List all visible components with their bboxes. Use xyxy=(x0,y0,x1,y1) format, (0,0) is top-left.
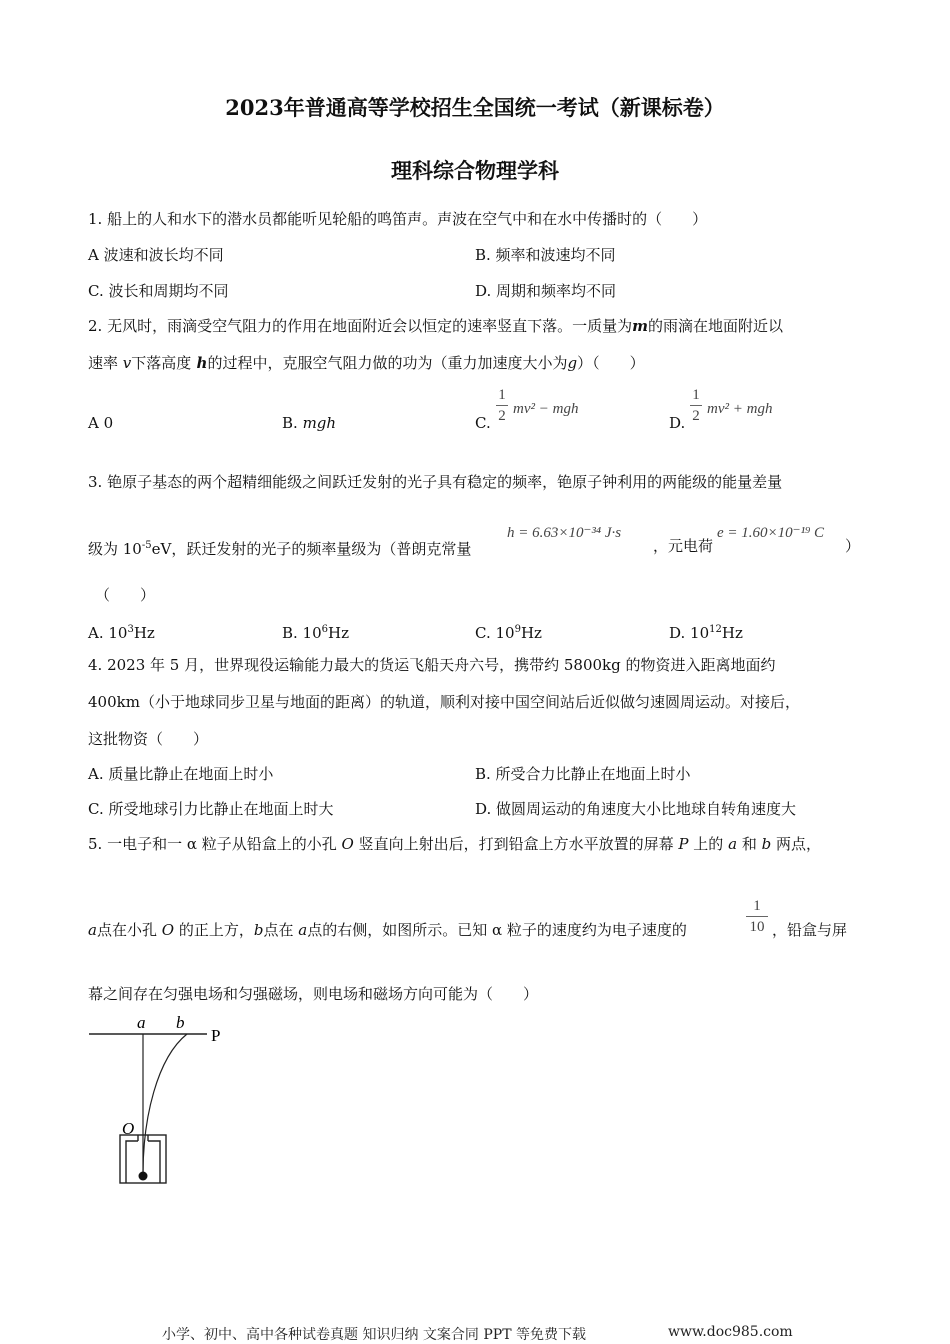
q1-option-d: D. 周期和频率均不同 xyxy=(475,282,617,300)
footer-text: 小学、初中、高中各种试卷真题 知识归纳 文案合同 PPT 等免费下载 xyxy=(162,1327,586,1343)
q3-option-b: B. $10^6Hz$ xyxy=(282,624,350,642)
q4-option-d: D. 做圆周运动的角速度大小比地球自转角速度大 xyxy=(475,800,797,818)
footer-url[interactable]: www.doc985.com xyxy=(668,1324,793,1340)
q3-option-a: A. $10^3Hz$ xyxy=(88,624,155,642)
q1-option-b: B. 频率和波速均不同 xyxy=(475,246,616,264)
q3-stem-line2d: ） xyxy=(845,537,861,555)
page-title: 2023年普通高等学校招生全国统一考试（新课标卷） xyxy=(225,95,725,120)
q4-option-a: A. 质量比静止在地面上时小 xyxy=(88,765,274,783)
q2-option-a: A 0 xyxy=(88,414,114,432)
q2-option-d-fraction: 1 2 xyxy=(690,386,702,425)
q4-option-b: B. 所受合力比静止在地面上时小 xyxy=(475,765,691,783)
q2-option-d-expr: mv² + mgh xyxy=(707,401,773,417)
label-a: a xyxy=(137,1013,146,1032)
q3-option-d: D. $10^{12}Hz$ xyxy=(669,624,743,642)
q4-option-c: C. 所受地球引力比静止在地面上时大 xyxy=(88,800,334,818)
q2-stem-line2: 速率 v下落高度 h的过程中，克服空气阻力做的功为（重力加速度大小为g）（ ） xyxy=(88,354,645,372)
q4-stem-line1: 4. 2023 年 5 月，世界现役运输能力最大的货运飞船天舟六号，携带约 5800kg 的物资进入距离地面约 xyxy=(88,656,776,674)
q5-stem-line2: a点在小孔 O 的正上方，b点在 a点的右侧，如图所示。已知 α 粒子的速度约为电子速度的 xyxy=(88,921,687,939)
q1-option-c: C. 波长和周期均不同 xyxy=(88,282,229,300)
page-subtitle: 理科综合物理学科 xyxy=(391,158,559,183)
label-P: P xyxy=(211,1026,221,1045)
q4-stem-line2: 400km（小于地球同步卫星与地面的距离）的轨道，顺利对接中国空间站后近似做匀速圆周运动。对接后， xyxy=(88,693,800,711)
label-O: O xyxy=(122,1119,135,1138)
q3-elementary-charge: e = 1.60×10⁻¹⁹ C xyxy=(717,525,825,541)
q3-stem-line1: 3. 铯原子基态的两个超精细能级之间跃迁发射的光子具有稳定的频率，铯原子钟利用的两能级的能量差量 xyxy=(88,473,783,491)
q5-stem-line3: 幕之间存在匀强电场和匀强磁场，则电场和磁场方向可能为（ ） xyxy=(88,985,539,1003)
q3-stem-line2a: 级为 $10^{-5}eV$，跃迁发射的光子的频率量级为（普朗克常量 xyxy=(88,540,472,558)
source-dot xyxy=(139,1172,148,1181)
q5-figure xyxy=(85,1008,245,1193)
q1-stem: 1. 船上的人和水下的潜水员都能听见轮船的鸣笛声。声波在空气中和在水中传播时的（ ） xyxy=(88,210,708,228)
q5-stem-line1: 5. 一电子和一 α 粒子从铅盒上的小孔 O 竖直向上射出后，打到铅盒上方水平放置的屏幕 P 上的 a 和 b 两点， xyxy=(88,835,822,853)
q2-option-c-label: C. xyxy=(475,414,491,432)
q3-answer-paren: （ ） xyxy=(95,586,156,604)
q5-speed-fraction: 1 10 xyxy=(746,897,768,936)
q4-stem-line3: 这批物资（ ） xyxy=(88,730,209,748)
curved-trajectory xyxy=(143,1034,187,1174)
q3-option-c: C. $10^9Hz$ xyxy=(475,624,542,642)
q2-stem-line1: 2. 无风时，雨滴受空气阻力的作用在地面附近会以恒定的速率竖直下落。一质量为m的雨滴在地面附近以 xyxy=(88,317,783,335)
q2-option-c-fraction: 1 2 xyxy=(496,386,508,425)
q2-option-d-label: D. xyxy=(669,414,686,432)
label-b: b xyxy=(176,1013,185,1032)
q2-option-b: B. mgh xyxy=(282,414,337,432)
q1-option-a: A 波速和波长均不同 xyxy=(88,246,224,264)
q3-planck-constant: h = 6.63×10⁻³⁴ J·s xyxy=(507,525,622,541)
q2-option-c-expr: mv² − mgh xyxy=(513,401,579,417)
q3-stem-line2c: ，元电荷 xyxy=(653,537,714,555)
q5-stem-line2e: ，铅盒与屏 xyxy=(772,921,848,939)
